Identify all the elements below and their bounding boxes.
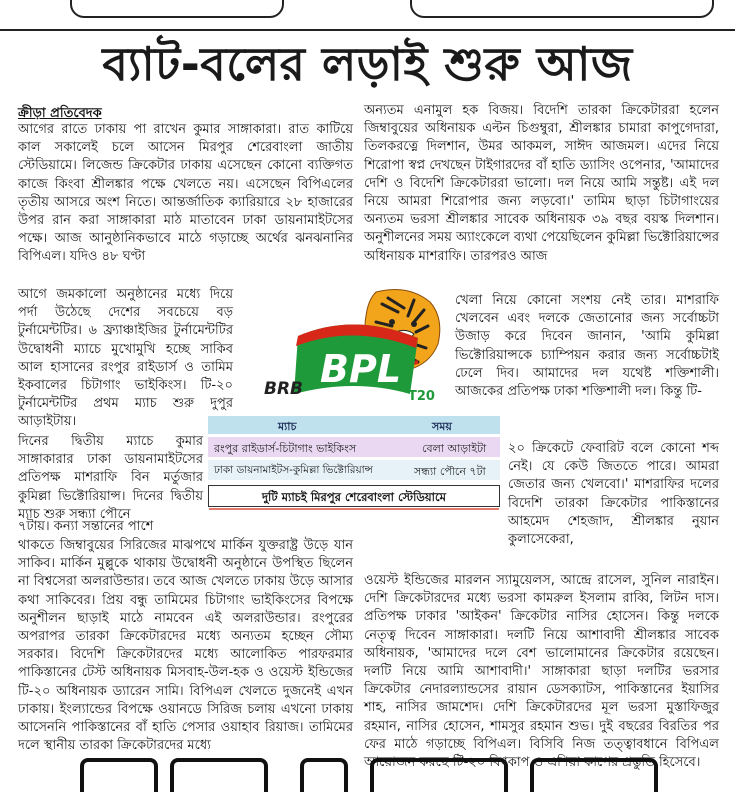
fixture-time: সন্ধ্যা পৌনে ৭টা (414, 465, 486, 478)
fixture-venue-note: দুটি ম্যাচই মিরপুর শেরেবাংলা স্টেডিয়ামে (208, 485, 500, 507)
bpl-logo (258, 282, 448, 410)
fixture-match: রংপুর রাইডার্স-চিটাগাং ভাইকিংস (214, 442, 357, 455)
headline-glyph-fragment (370, 758, 508, 792)
logo-wordmark: BPL (320, 347, 402, 391)
article-text-block: আগে জমকালো অনুষ্ঠানের মধ্যে দিয়ে পর্দা উঠেছে দেশের সবচেয়ে বড় টুর্নামেন্টটির। ৬ ফ্র্যাঞ্চাইজির টুর্নামেন্টটির উদ্বোধনী ম্যাচে মুখোমুখি হচ্ছে সাকিব আল হাসানের রংপুর রাইডার্স ও তামিম ইকবালের চিটাগাং ভাইকিংস। টি-২০ টুর্নামেন্টটির প্রথম ম্যাচ শুরু দুপুর আড়াইটায়। (18, 287, 233, 430)
headline-glyph-fragment (170, 758, 268, 792)
headline-glyph-fragment (300, 758, 348, 792)
fixture-col-time: সময় (432, 420, 452, 433)
fixture-header (208, 416, 500, 434)
prev-article-box (70, 0, 284, 18)
page-top-strip (0, 0, 735, 30)
table-row (208, 437, 500, 457)
prev-article-box (410, 0, 714, 18)
next-article-headline-partial (60, 752, 680, 774)
article-text-block: আগের রাতে ঢাকায় পা রাখেন কুমার সাঙ্গাকারা। রাত কাটিয়ে কাল সকালেই চলে আসেন মিরপুর শেরেবাংলা জাতীয় স্টেডিয়ামে। লিজেন্ড ক্রিকেটার ঢাকায় এসেছেন কোনো ব্যক্তিগত কাজে কিংবা শ্রীলঙ্কার পক্ষে খেলতে নয়। এসেছেন বিপিএলের তৃতীয় আসরে অংশ নিতে। আন্তর্জাতিক ক্যারিয়ারে ২৮ হাজারের উপর রান করা সাঙ্গাকারা মাঠ মাতাবেন ঢাকা ডায়নামাইটসের পক্ষে। আজ আনুষ্ঠানিকভাবে মাঠে গড়াচ্ছে অর্থের ঝনঝনানির বিপিএল। যদিও ৪৮ ঘণ্টা (18, 122, 353, 265)
byline: ক্রীড়া প্রতিবেদক (18, 106, 102, 121)
article-text-block: ৭টায়। কন্যা সন্তানের পাশে (18, 519, 154, 534)
article-text-block: থাকতে জিম্বাবুয়ের সিরিজের মাঝপথে মার্কিন যুক্তরাষ্ট্র উড়ে যান সাকিব। মার্কিন মুল্লুকে থাকায় উদ্বোধনী অনুষ্ঠানে উপস্থিত ছিলেন না বিশ্বসেরা অলরাউন্ডার। তবে আজ খেলতে ঢাকায় উড়ে আসার কথা সাকিবের। প্রিয় বন্ধু তামিমের চিটাগাং ভাইকিংসের বিপক্ষে অনুশীলন ছাড়াই মাঠে নামবেন এই অলরাউন্ডার। রংপুরের অপরাপর তারকা ক্রিকেটারদের মধ্যে অন্যতম হচ্ছেন সৌম্য সরকার। বিদেশি ক্রিকেটারদের মধ্যে আলোকিত পারফরমার পাকিস্তানের টেস্ট অধিনায়ক মিসবাহ-উল-হক ও ওয়েস্ট ইন্ডিজের টি-২০ অধিনায়ক ড্যারেন সামি। বিপিএল খেলতে দুজনেই এখন ঢাকায়। ইংল্যান্ডের বিপক্ষে ওয়ানডে সিরিজ চলায় এখনো ঢাকায় আসেননি পাকিস্তানের বাঁ হাতি পেসার ওয়াহাব রিয়াজ। তামিমের দলে স্থানীয় তারকা ক্রিকেটারদের মধ্যে (18, 538, 353, 754)
fixture-match: ঢাকা ডায়নামাইটস-কুমিল্লা ভিক্টোরিয়ান্স (214, 464, 373, 476)
fixture-col-match: ম্যাচ (278, 420, 297, 433)
article-text-block: ওয়েস্ট ইন্ডিজের মারলন স্যামুয়েলস, আন্দ্রে রাসেল, সুনিল নারাইন। দেশি ক্রিকেটারদের মধ্যে ভরসা কামরুল ইসলাম রাব্বি, লিটন দাস। প্রতিপক্ষ ঢাকার 'আইকন' ক্রিকেটার নাসির হোসেন। কিন্তু দলকে নেতৃত্ব দিবেন সাঙ্গাকারা। দলটি নিয়ে আশাবাদী শ্রীলঙ্কার সাবেক অধিনায়ক, 'আমাদের দলে বেশ ভালোমানের ক্রিকেটার রয়েছেন। দলটি নিয়ে আমি আশাবাদী।' সাঙ্গাকারা ছাড়া দলটির ভরসার ক্রিকেটার নেদারল্যান্ডসের রায়ান ডেসক্যাটস, পাকিস্তানের ইয়াসির শাহ, নাসির জামশেদ। দেশি ক্রিকেটারদের মূল ভরসা মুস্তাফিজুর রহমান, নাসির হোসেন, শামসুর রহমান শুভ। দুই বছরের বিরতির পর ফের মাঠে গড়াচ্ছে বিপিএল। বিসিবি নিজ তত্ত্বাবধানে বিপিএল আয়োজন করছে টি-২০ বিশ্বকাপ ও এশিয়া কাপের প্রস্তুতি হিসেবে। (364, 573, 719, 771)
table-row (208, 460, 500, 480)
fixture-table (208, 416, 500, 512)
headline: ব্যাট-বলের লড়াই শুরু আজ (102, 37, 633, 91)
logo-sponsor: BRB (264, 379, 304, 399)
fixture-time: বেলা আড়াইটা (422, 442, 487, 455)
article-text-block: অন্যতম এনামুল হক বিজয়। বিদেশি তারকা ক্রিকেটাররা হলেন জিম্বাবুয়ের অধিনায়ক এল্টন চিগুম্বুরা, শ্রীলঙ্কার চামারা কাপুগেদারা, তিলকরত্নে দিলশান, উমর আকমল, সাঈদ আজমল। এদের নিয়ে শিরোপা স্বপ্ন দেখছেন টাইগারদের বাঁ হাতি ড্যাসিং ওপেনার, 'আমাদের দেশি ও বিদেশি ক্রিকেটাররা ভালো। দল নিয়ে আমি সন্তুষ্ট। এই দল নিয়ে আমরা শিরোপার জন্য লড়বো।' তামিম ছাড়া চিটাগাংয়ের অন্যতম ভরসা শ্রীলঙ্কার সাবেক অধিনায়ক ৩৯ বছর বয়স্ক দিলশান। অনুশীলনের সময় অ্যাংকেলে ব্যথা পেয়েছিলেন কুমিল্লা ভিক্টোরিয়ান্সের অধিনায়ক মাশরাফি। তারপরও আজ (364, 103, 719, 264)
headline-glyph-fragment (530, 758, 658, 792)
article-text-block: ২০ ক্রিকেটে ফেবারিট বলে কোনো শব্দ নেই। যে কেউ জিততে পারে। আমরা জেতার জন্য খেলবো।' মাশরাফির দলের বিদেশি তারকা ক্রিকেটার পাকিস্তানের আহমেদ শেহজাদ, শ্রীলঙ্কার নুয়ান কুলাসেকেরা, (508, 441, 719, 548)
logo-suffix: T20 (408, 389, 435, 404)
headline-glyph-fragment (80, 758, 158, 792)
article-text-block: খেলা নিয়ে কোনো সংশয় নেই তার। মাশরাফি খেলবেন এবং দলকে জেতানোর জন্য সর্বোচ্চটা উজাড় করে দিবেন জানান, 'আমি কুমিল্লা ভিক্টোরিয়ান্সকে চ্যাম্পিয়ন করার জন্য সর্বোচ্চটাই ঢেলে দিব। আমাদের দল যথেষ্ট শক্তিশালী। আজকের প্রতিপক্ষ ঢাকা শক্তিশালী দল। কিন্তু টি- (455, 293, 719, 400)
article-text-block: দিনের দ্বিতীয় ম্যাচে কুমার সাঙ্গাকারার ঢাকা ডায়নামাইটসের প্রতিপক্ষ মাশরাফি বিন মর্তুজার কুমিল্লা ভিক্টোরিয়ান্স। দিনের দ্বিতীয় ম্যাচ শুরু সন্ধ্যা পৌনে (18, 434, 203, 522)
